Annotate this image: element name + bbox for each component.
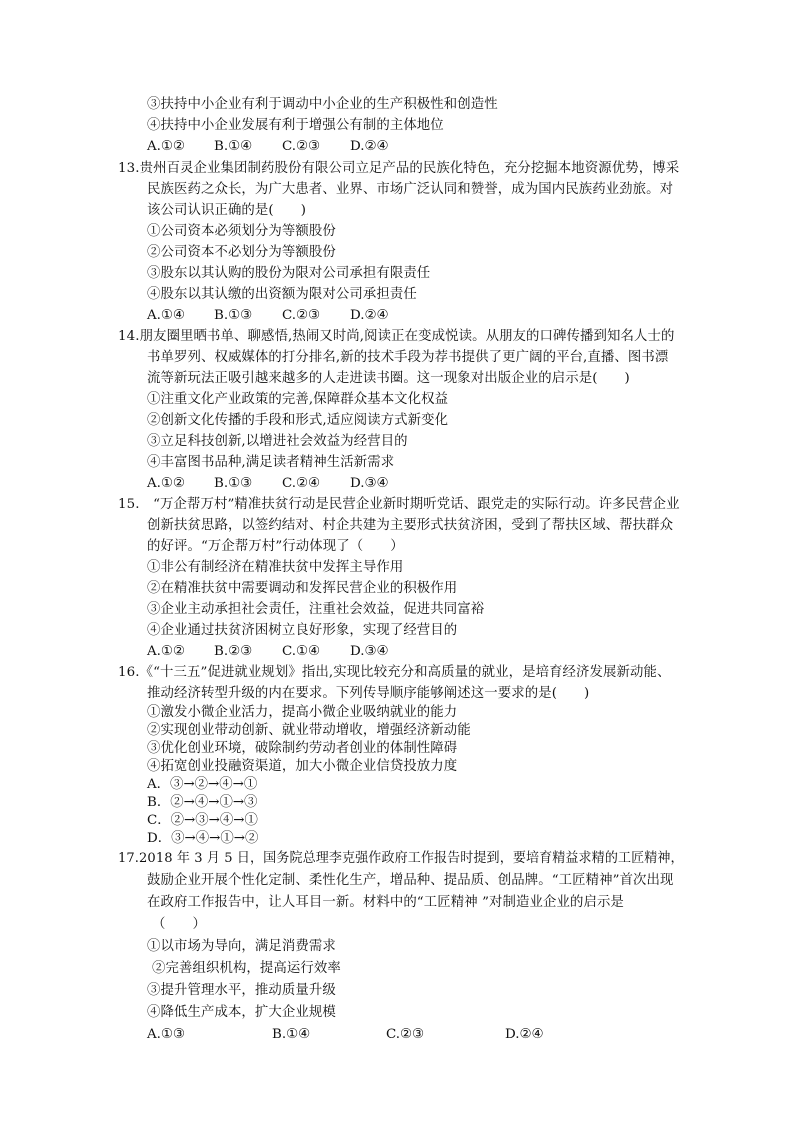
q15-option-c: C.①④ bbox=[282, 644, 321, 659]
q13-option-c: C.②③ bbox=[282, 308, 321, 323]
q12-statement-4: ④扶持中小企业发展有利于增强公有制的主体地位 bbox=[147, 118, 444, 133]
q16-statement-1: ①激发小微企业活力，提高小微企业吸纳就业的能力 bbox=[147, 705, 458, 720]
q15-statement-4: ④企业通过扶贫济困树立良好形象，实现了经营目的 bbox=[147, 623, 458, 638]
q17-statement-1: ①以市场为导向，满足消费需求 bbox=[147, 939, 336, 954]
q14-statement-1: ①注重文化产业政策的完善,保障群众基本文化权益 bbox=[147, 392, 449, 407]
q14-statement-2: ②创新文化传播的手段和形式,适应阅读方式新变化 bbox=[147, 413, 449, 428]
q16-option-d: D．③→④→①→② bbox=[147, 831, 259, 846]
q15-statement-1: ①非公有制经济在精准扶贫中发挥主导作用 bbox=[147, 560, 404, 575]
q17-statement-3: ③提升管理水平，推动质量升级 bbox=[147, 983, 336, 998]
q17-option-a: A.①③ bbox=[147, 1027, 185, 1042]
q12-option-a: A.①② bbox=[147, 139, 185, 154]
q16-stem-line-1: 16.《“十三五”促进就业规划》指出,实现比较充分和高质量的就业，是培育经济发展新动能、 bbox=[118, 665, 671, 680]
q16-statement-2: ②实现创业带动创新、就业带动增收，增强经济新动能 bbox=[147, 723, 471, 738]
q16-option-c: C．②→③→④→① bbox=[147, 813, 258, 828]
q15-statement-3: ③企业主动承担社会责任，注重社会效益，促进共同富裕 bbox=[147, 602, 485, 617]
q14-stem-line-3: 流等新玩法正吸引越来越多的人走进读书圈。这一现象对出版企业的启示是( ) bbox=[147, 371, 630, 386]
q16-statement-3: ③优化创业环境，破除制约劳动者创业的体制性障碍 bbox=[147, 741, 458, 756]
q13-statement-4: ④股东以其认缴的出资额为限对公司承担责任 bbox=[147, 287, 417, 302]
q17-statement-2: ②完善组织机构，提高运行效率 bbox=[152, 961, 341, 976]
q13-option-b: B.①③ bbox=[214, 308, 253, 323]
q17-option-d: D.②④ bbox=[505, 1027, 544, 1042]
q17-stem-line-4: （ ） bbox=[152, 917, 206, 932]
q15-statement-2: ②在精准扶贫中需要调动和发挥民营企业的积极作用 bbox=[147, 581, 458, 596]
q17-stem-line-1: 17.2018 年 3 月 5 日，国务院总理李克强作政府工作报告时提到，要培育精益求精的工匠精神， bbox=[118, 851, 684, 866]
q12-option-d: D.②④ bbox=[350, 139, 389, 154]
q15-stem-line-2: 创新扶贫思路，以签约结对、村企共建为主要形式扶贫济困，受到了帮扶区域、帮扶群众 bbox=[147, 518, 674, 533]
q14-statement-4: ④丰富图书品种,满足读者精神生活新需求 bbox=[147, 455, 395, 470]
q16-option-a: A．③→②→④→① bbox=[147, 777, 258, 792]
q14-option-a: A.①② bbox=[147, 476, 185, 491]
q13-option-a: A.①④ bbox=[147, 308, 185, 323]
q14-stem-line-1: 14.朋友圈里晒书单、聊感悟,热闹又时尚,阅读正在变成悦读。从朋友的口碑传播到知名人士的 bbox=[118, 329, 675, 344]
q13-statement-2: ②公司资本不必划分为等额股份 bbox=[147, 245, 336, 260]
q17-stem-line-2: 鼓励企业开展个性化定制、柔性化生产，增品种、提品质、创品牌。“工匠精神”首次出现 bbox=[147, 873, 674, 888]
q12-statement-3: ③扶持中小企业有利于调动中小企业的生产积极性和创造性 bbox=[147, 97, 498, 112]
q16-statement-4: ④拓宽创业投融资渠道，加大小微企业信贷投放力度 bbox=[147, 759, 458, 774]
q14-option-d: D.③④ bbox=[350, 476, 389, 491]
q13-statement-3: ③股东以其认购的股份为限对公司承担有限责任 bbox=[147, 266, 431, 281]
q13-stem-line-2: 民族医药之众长，为广大患者、业界、市场广泛认同和赞誉，成为国内民族药业劲旅。对 bbox=[147, 182, 674, 197]
q15-stem-line-3: 的好评。“万企帮万村”行动体现了（ ） bbox=[147, 539, 404, 554]
q14-option-c: C.②④ bbox=[282, 476, 321, 491]
q12-option-b: B.①④ bbox=[214, 139, 253, 154]
q15-option-a: A.①② bbox=[147, 644, 185, 659]
q15-stem-line-1: 15. “万企帮万村”精准扶贫行动是民营企业新时期听党话、跟党走的实际行动。许多民营企业 bbox=[118, 497, 680, 512]
q13-stem-line-3: 该公司认识正确的是( ) bbox=[147, 203, 307, 218]
q13-option-d: D.②④ bbox=[350, 308, 389, 323]
q13-statement-1: ①公司资本必须划分为等额股份 bbox=[147, 224, 336, 239]
q15-option-b: B.②③ bbox=[214, 644, 253, 659]
q14-stem-line-2: 书单罗列、权威媒体的打分排名,新的技术手段为荐书提供了更广阔的平台,直播、图书漂 bbox=[147, 350, 669, 365]
q17-statement-4: ④降低生产成本，扩大企业规模 bbox=[147, 1005, 336, 1020]
q14-option-b: B.①③ bbox=[214, 476, 253, 491]
q15-option-d: D.③④ bbox=[350, 644, 389, 659]
q17-option-c: C.②③ bbox=[386, 1027, 425, 1042]
q16-option-b: B．②→④→①→③ bbox=[147, 795, 258, 810]
q14-statement-3: ③立足科技创新,以增进社会效益为经营目的 bbox=[147, 434, 408, 449]
q13-stem-line-1: 13.贵州百灵企业集团制药股份有限公司立足产品的民族化特色，充分挖掘本地资源优势，博采 bbox=[118, 161, 680, 176]
q17-option-b: B.①④ bbox=[272, 1027, 311, 1042]
q12-option-c: C.②③ bbox=[282, 139, 321, 154]
q16-stem-line-2: 推动经济转型升级的内在要求。下列传导顺序能够阐述这一要求的是( ) bbox=[147, 686, 590, 701]
q17-stem-line-3: 在政府工作报告中，让人耳目一新。材料中的“工匠精神 ”对制造业企业的启示是 bbox=[147, 895, 624, 910]
